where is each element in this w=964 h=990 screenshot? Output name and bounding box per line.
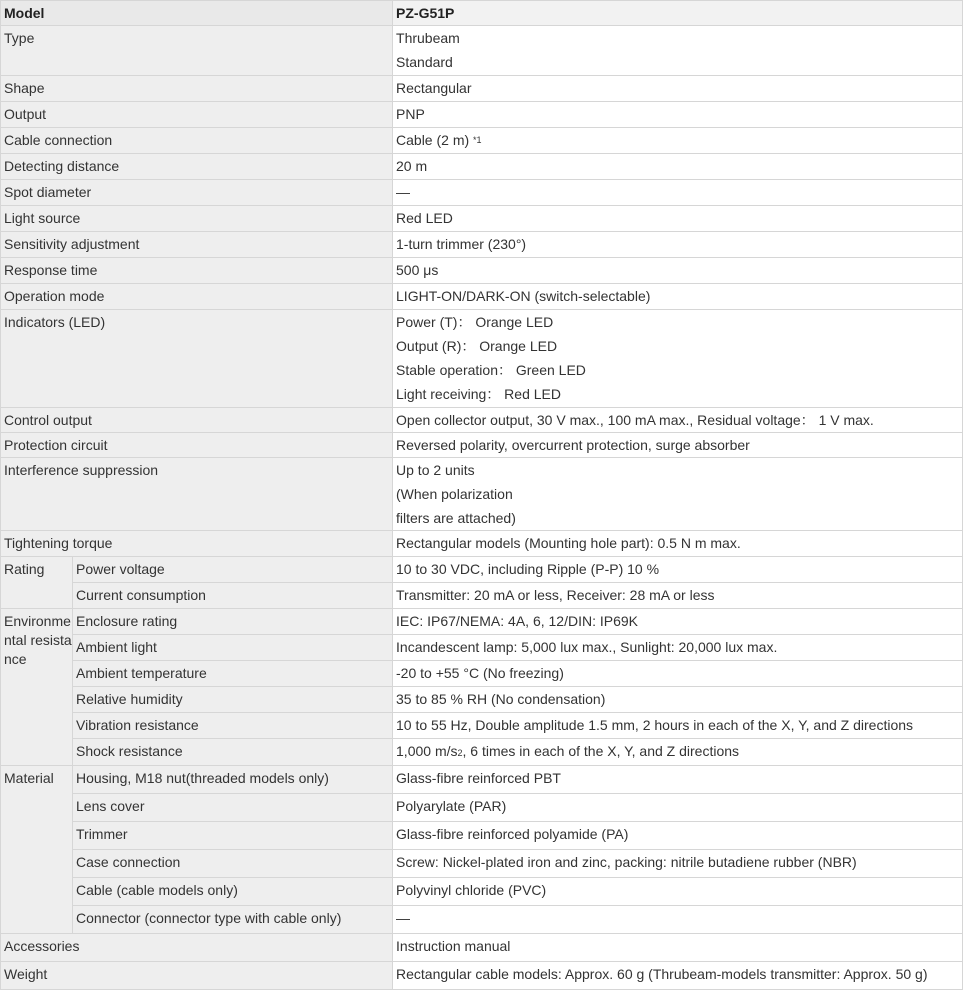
operation-mode-row bbox=[1, 284, 963, 310]
indicators-label: Indicators (LED) bbox=[1, 310, 393, 408]
current-consumption-value: Transmitter: 20 mA or less, Receiver: 28 mA or less bbox=[393, 583, 963, 609]
shape-label: Shape bbox=[1, 76, 393, 102]
case-connection-row bbox=[1, 850, 963, 878]
interference-suppression-label: Interference suppression bbox=[1, 458, 393, 531]
interference-line: filters are attached) bbox=[396, 510, 516, 526]
case-connection-value: Screw: Nickel-plated iron and zinc, packing: nitrile butadiene rubber (NBR) bbox=[393, 850, 963, 878]
weight-label: Weight bbox=[1, 962, 393, 990]
output-value: PNP bbox=[393, 102, 963, 128]
shock-value-exponent: 2 bbox=[457, 748, 463, 758]
operation-mode-label: Operation mode bbox=[1, 284, 393, 310]
enclosure-rating-value: IEC: IP67/NEMA: 4A, 6, 12/DIN: IP69K bbox=[393, 609, 963, 635]
tightening-torque-row bbox=[1, 531, 963, 557]
operation-mode-value: LIGHT-ON/DARK-ON (switch-selectable) bbox=[393, 284, 963, 310]
accessories-value: Instruction manual bbox=[393, 934, 963, 962]
indicators-row bbox=[1, 310, 963, 408]
cable-connection-value bbox=[393, 128, 963, 154]
accessories-label: Accessories bbox=[1, 934, 393, 962]
housing-value: Glass-fibre reinforced PBT bbox=[393, 766, 963, 794]
indicator-line: Stable operation： Green LED bbox=[396, 362, 586, 378]
sensitivity-adjustment-label: Sensitivity adjustment bbox=[1, 232, 393, 258]
sensitivity-adjustment-value: 1-turn trimmer (230°) bbox=[393, 232, 963, 258]
indicator-line: Power (T)： Orange LED bbox=[396, 314, 554, 330]
indicator-line: Output (R)： Orange LED bbox=[396, 338, 558, 354]
ambient-temperature-value: -20 to +55 °C (No freezing) bbox=[393, 661, 963, 687]
lens-cover-label: Lens cover bbox=[73, 794, 393, 822]
shock-resistance-label: Shock resistance bbox=[73, 739, 393, 766]
type-row bbox=[1, 26, 963, 76]
vibration-resistance-value: 10 to 55 Hz, Double amplitude 1.5 mm, 2 hours in each of the X, Y, and Z directions bbox=[393, 713, 963, 739]
current-consumption-row bbox=[1, 583, 963, 609]
material-label: Material bbox=[1, 766, 73, 934]
model-row bbox=[1, 1, 963, 26]
cable-material-label: Cable (cable models only) bbox=[73, 878, 393, 906]
power-voltage-value: 10 to 30 VDC, including Ripple (P-P) 10 % bbox=[393, 557, 963, 583]
response-time-value: 500 μs bbox=[393, 258, 963, 284]
output-label: Output bbox=[1, 102, 393, 128]
interference-suppression-value bbox=[393, 458, 963, 531]
indicators-value bbox=[393, 310, 963, 408]
light-source-row bbox=[1, 206, 963, 232]
protection-circuit-label: Protection circuit bbox=[1, 433, 393, 458]
ambient-light-row bbox=[1, 635, 963, 661]
response-time-label: Response time bbox=[1, 258, 393, 284]
ambient-temperature-label: Ambient temperature bbox=[73, 661, 393, 687]
environmental-resistance-label: Environmental resistance bbox=[1, 609, 73, 766]
tightening-torque-label: Tightening torque bbox=[1, 531, 393, 557]
shape-value: Rectangular bbox=[393, 76, 963, 102]
cable-material-value: Polyvinyl chloride (PVC) bbox=[393, 878, 963, 906]
light-source-value: Red LED bbox=[393, 206, 963, 232]
shock-value-pre: 1,000 m/s bbox=[396, 743, 458, 759]
trimmer-value: Glass-fibre reinforced polyamide (PA) bbox=[393, 822, 963, 850]
shape-row bbox=[1, 76, 963, 102]
shock-resistance-value bbox=[393, 739, 963, 766]
trimmer-row bbox=[1, 822, 963, 850]
spot-diameter-value: — bbox=[393, 180, 963, 206]
rating-label: Rating bbox=[1, 557, 73, 609]
relative-humidity-row bbox=[1, 687, 963, 713]
lens-cover-row bbox=[1, 794, 963, 822]
shock-resistance-row bbox=[1, 739, 963, 766]
cable-connection-label: Cable connection bbox=[1, 128, 393, 154]
protection-circuit-value: Reversed polarity, overcurrent protection, surge absorber bbox=[393, 433, 963, 458]
weight-row bbox=[1, 962, 963, 990]
indicator-line: Light receiving： Red LED bbox=[396, 386, 561, 402]
type-value-line: Standard bbox=[396, 54, 453, 70]
relative-humidity-value: 35 to 85 % RH (No condensation) bbox=[393, 687, 963, 713]
output-row bbox=[1, 102, 963, 128]
sensitivity-adjustment-row bbox=[1, 232, 963, 258]
spot-diameter-row bbox=[1, 180, 963, 206]
housing-label: Housing, M18 nut(threaded models only) bbox=[73, 766, 393, 794]
protection-circuit-row bbox=[1, 433, 963, 458]
detecting-distance-row bbox=[1, 154, 963, 180]
cable-connection-row bbox=[1, 128, 963, 154]
control-output-row bbox=[1, 408, 963, 433]
case-connection-label: Case connection bbox=[73, 850, 393, 878]
power-voltage-row bbox=[1, 557, 963, 583]
control-output-label: Control output bbox=[1, 408, 393, 433]
shock-value-post: , 6 times in each of the X, Y, and Z directions bbox=[462, 743, 740, 759]
tightening-torque-value: Rectangular models (Mounting hole part): 0.5 N m max. bbox=[393, 531, 963, 557]
type-value bbox=[393, 26, 963, 76]
light-source-label: Light source bbox=[1, 206, 393, 232]
ambient-light-value: Incandescent lamp: 5,000 lux max., Sunlight: 20,000 lux max. bbox=[393, 635, 963, 661]
current-consumption-label: Current consumption bbox=[73, 583, 393, 609]
detecting-distance-label: Detecting distance bbox=[1, 154, 393, 180]
control-output-value: Open collector output, 30 V max., 100 mA max., Residual voltage： 1 V max. bbox=[393, 408, 963, 433]
enclosure-rating-row bbox=[1, 609, 963, 635]
enclosure-rating-label: Enclosure rating bbox=[73, 609, 393, 635]
vibration-resistance-row bbox=[1, 713, 963, 739]
power-voltage-label: Power voltage bbox=[73, 557, 393, 583]
weight-value: Rectangular cable models: Approx. 60 g (Thrubeam-models transmitter: Approx. 50 g) bbox=[393, 962, 963, 990]
ambient-light-label: Ambient light bbox=[73, 635, 393, 661]
interference-suppression-row bbox=[1, 458, 963, 531]
type-value-line: Thrubeam bbox=[396, 30, 460, 46]
connector-label: Connector (connector type with cable only) bbox=[73, 906, 393, 934]
footnote-marker: *1 bbox=[473, 135, 482, 145]
ambient-temperature-row bbox=[1, 661, 963, 687]
connector-value: — bbox=[393, 906, 963, 934]
connector-row bbox=[1, 906, 963, 934]
model-value: PZ-G51P bbox=[393, 1, 963, 26]
response-time-row bbox=[1, 258, 963, 284]
vibration-resistance-label: Vibration resistance bbox=[73, 713, 393, 739]
housing-row bbox=[1, 766, 963, 794]
trimmer-label: Trimmer bbox=[73, 822, 393, 850]
interference-line: (When polarization bbox=[396, 486, 513, 502]
lens-cover-value: Polyarylate (PAR) bbox=[393, 794, 963, 822]
relative-humidity-label: Relative humidity bbox=[73, 687, 393, 713]
cable-material-row bbox=[1, 878, 963, 906]
accessories-row bbox=[1, 934, 963, 962]
type-label: Type bbox=[1, 26, 393, 76]
cable-connection-text: Cable (2 m) bbox=[396, 132, 470, 148]
detecting-distance-value: 20 m bbox=[393, 154, 963, 180]
spot-diameter-label: Spot diameter bbox=[1, 180, 393, 206]
model-label: Model bbox=[1, 1, 393, 26]
interference-line: Up to 2 units bbox=[396, 462, 475, 478]
